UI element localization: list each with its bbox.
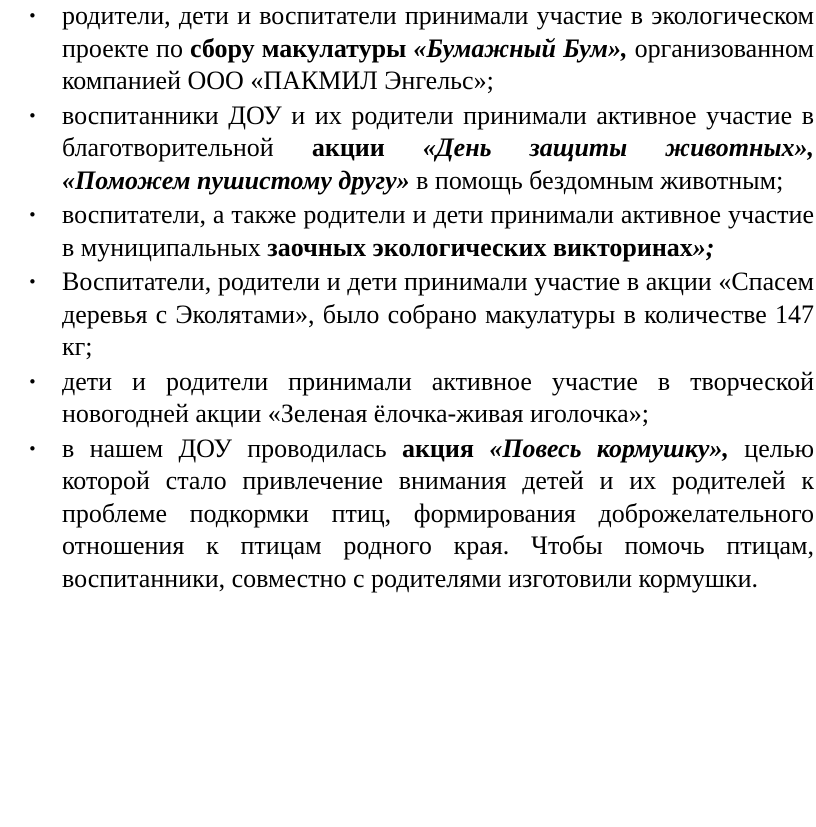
item-bold-italic-text: «День защиты животных», «Поможем пушистому другу» <box>62 133 814 195</box>
bullet-icon: • <box>28 439 37 458</box>
item-text: родители, дети и воспитатели принимали участие в экологическом проекте по <box>62 1 814 63</box>
list-item <box>0 266 816 364</box>
list-item <box>0 0 816 98</box>
item-bold-italic-text: «Повесь кормушку», <box>489 433 729 463</box>
item-text: Воспитатели, родители и дети принимали участие в акции «Спасем деревья с Эколятами», было собрано макулатуры в количестве 147 кг; <box>62 267 814 361</box>
bullet-icon: • <box>28 273 37 291</box>
bullet-icon: • <box>28 106 37 125</box>
list-item <box>0 366 816 431</box>
item-bold-italic-text: «Бумажный Бум», <box>413 33 628 63</box>
item-text: воспитанники ДОУ и их родители принимали активное участие в благотворительной <box>62 100 814 162</box>
item-bold-text: акции <box>311 133 423 162</box>
item-bold-text: акция <box>401 433 490 463</box>
bullet-icon: • <box>28 206 37 224</box>
item-bold-text: сбору макулатуры <box>190 33 414 63</box>
list-item <box>0 100 816 198</box>
item-bold-text: заочных экологических викторинах <box>267 232 693 262</box>
bullet-icon: • <box>28 372 37 391</box>
item-text: воспитатели, а также родители и дети принимали активное участие в муниципальных <box>62 200 814 262</box>
item-text-tail: организованном компанией ООО «ПАКМИЛ Энгельс»; <box>62 33 814 95</box>
item-text: в нашем ДОУ проводилась <box>62 433 402 463</box>
list-item <box>0 433 816 596</box>
list-item <box>0 199 816 264</box>
bullet-icon: • <box>28 7 37 25</box>
item-text: дети и родители принимали активное участие в творческой новогодней акции «Зеленая ёлочка-живая иголочка»; <box>62 366 814 428</box>
item-text-tail: в помощь бездомным животным; <box>409 165 784 195</box>
item-text-tail: целью которой стало привлечение внимания детей и их родителей к проблеме подкормки птиц, формирования доброжелательного отношения к птицам родного края. Чтобы помочь птицам, воспитанники, совместно с родителями изготовили кормушки. <box>62 433 815 593</box>
item-bold-italic-text: »; <box>692 232 715 262</box>
